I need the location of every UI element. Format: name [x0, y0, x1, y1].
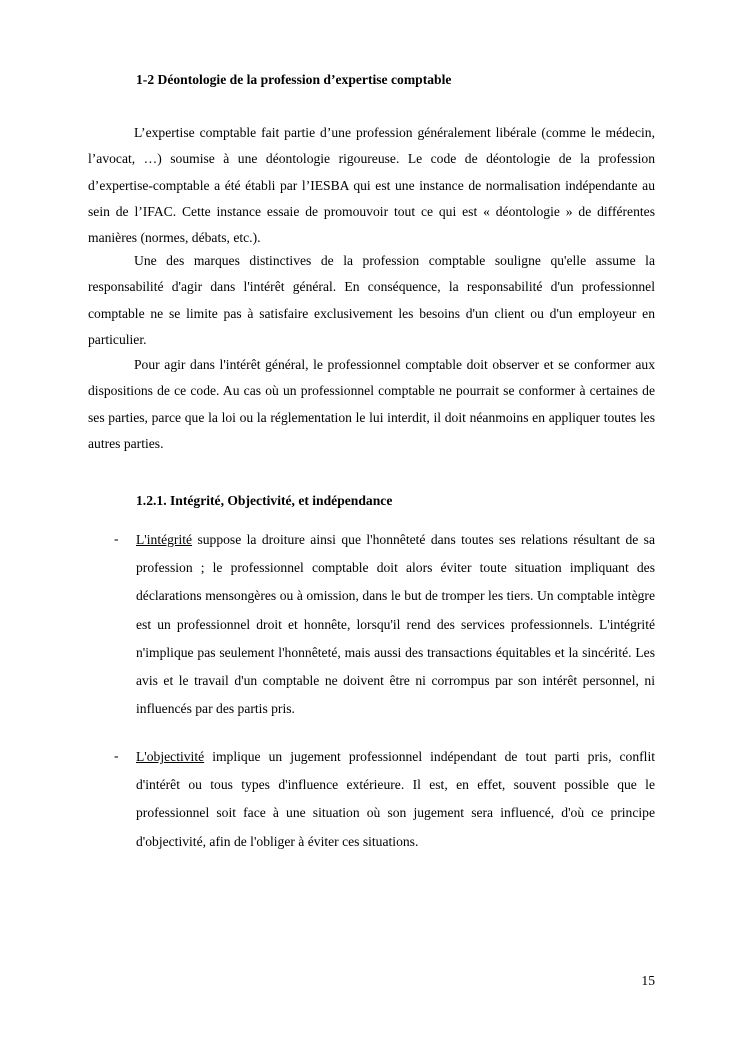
list-item-objectivity — [136, 743, 655, 856]
term-integrity: L'intégrité — [136, 532, 193, 547]
list-item-integrity — [136, 526, 655, 723]
paragraph-intro: L’expertise comptable fait partie d’une profession généralement libérale (comme le médecin, l’avocat, …) soumise à une déontologie rigoureuse. Le code de déontologie de la profession d’expertise-comptable a été établi par l’IESBA qui est une instance de normalisation indépendante au sein de l’IFAC. Cette instance essaie de promouvoir tout ce qui est « déontologie » de différentes manières (normes, débats, etc.). — [88, 125, 655, 246]
paragraph-general-interest: Pour agir dans l'intérêt général, le professionnel comptable doit observer et se conformer aux dispositions de ce code. Au cas où un professionnel comptable ne pourrait se conformer à certaines de ses parties, parce que la loi ou la réglementation le lui interdit, il doit néanmoins en appliquer toutes les autres parties. — [88, 357, 655, 451]
list-bullet-integrity: - — [114, 531, 119, 546]
subsection-heading: 1.2.1. Intégrité, Objectivité, et indépendance — [136, 493, 393, 508]
definition-integrity: suppose la droiture ainsi que l'honnêteté dans toutes ses relations résultant de sa profession ; le professionnel comptable doit alors éviter toute situation impliquant des déclarations mensongères ou à omission, dans le but de tromper les tiers. Un comptable intègre est un professionnel droit et honnête, lorsqu'il rend des services professionnels. L'intégrité n'implique pas seulement l'honnêteté, mais aussi des transactions équitables et la sincérité. Les avis et le travail d'un comptable ne doivent être ni corrompus par son intérêt personnel, ni influencés par des partis pris. — [136, 532, 655, 717]
list-bullet-objectivity: - — [114, 748, 119, 763]
paragraph-responsibility: Une des marques distinctives de la profession comptable souligne qu'elle assume la responsabilité d'agir dans l'intérêt général. En conséquence, la responsabilité d'un professionnel comptable ne se limite pas à satisfaire exclusivement les besoins d'un client ou d'un employeur en particulier. — [88, 253, 655, 347]
section-heading: 1-2 Déontologie de la profession d’expertise comptable — [136, 72, 452, 87]
term-objectivity: L'objectivité — [136, 749, 205, 764]
page-number: 15 — [641, 973, 655, 988]
definition-objectivity: implique un jugement professionnel indépendant de tout parti pris, conflit d'intérêt ou tous types d'influence extérieure. Il est, en effet, souvent possible que le professionnel soit face à une situation où son jugement sera influencé, d'où ce principe d'objectivité, afin de l'obliger à éviter ces situations. — [136, 749, 655, 849]
